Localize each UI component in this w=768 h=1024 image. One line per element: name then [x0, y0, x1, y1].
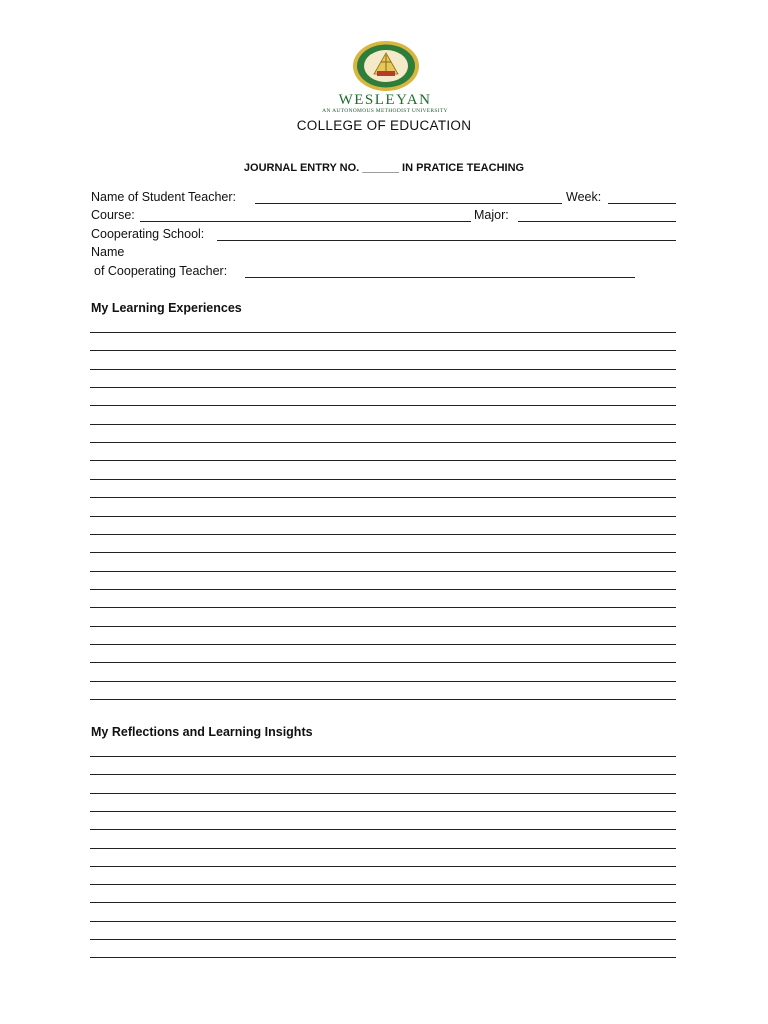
writing-line[interactable]: [90, 681, 676, 682]
brand-block: [300, 93, 470, 115]
week-field[interactable]: [608, 203, 676, 204]
journal-entry-title: JOURNAL ENTRY NO. ______ IN PRATICE TEACHING: [243, 162, 525, 174]
major-label: Major:: [474, 208, 509, 222]
writing-line[interactable]: [90, 756, 676, 757]
writing-line[interactable]: [90, 332, 676, 333]
writing-line[interactable]: [90, 497, 676, 498]
writing-line[interactable]: [90, 442, 676, 443]
writing-line[interactable]: [90, 699, 676, 700]
writing-line[interactable]: [90, 921, 676, 922]
writing-line[interactable]: [90, 957, 676, 958]
course-field[interactable]: [140, 221, 471, 222]
writing-line[interactable]: [90, 571, 676, 572]
week-label: Week:: [566, 190, 602, 204]
writing-line[interactable]: [90, 793, 676, 794]
writing-line[interactable]: [90, 774, 676, 775]
writing-line[interactable]: [90, 369, 676, 370]
writing-line[interactable]: [90, 424, 676, 425]
writing-line[interactable]: [90, 387, 676, 388]
writing-line[interactable]: [90, 902, 676, 903]
college-title: COLLEGE OF EDUCATION: [296, 118, 472, 133]
cooperating-teacher-label-line1: Name: [91, 245, 125, 259]
writing-line[interactable]: [90, 479, 676, 480]
writing-line[interactable]: [90, 552, 676, 553]
brand-subtitle: AN AUTONOMOUS METHODIST UNIVERSITY: [322, 108, 448, 114]
writing-line[interactable]: [90, 405, 676, 406]
cooperating-teacher-label-line2: of Cooperating Teacher:: [94, 264, 228, 278]
writing-line[interactable]: [90, 626, 676, 627]
student-teacher-label: Name of Student Teacher:: [91, 190, 236, 204]
writing-line[interactable]: [90, 866, 676, 867]
cooperating-teacher-field[interactable]: [245, 277, 635, 278]
writing-line[interactable]: [90, 848, 676, 849]
writing-line[interactable]: [90, 884, 676, 885]
student-teacher-field[interactable]: [255, 203, 562, 204]
writing-line[interactable]: [90, 460, 676, 461]
cooperating-school-field[interactable]: [217, 240, 676, 241]
writing-line[interactable]: [90, 829, 676, 830]
writing-line[interactable]: [90, 939, 676, 940]
cooperating-school-label: Cooperating School:: [91, 227, 205, 241]
writing-line[interactable]: [90, 516, 676, 517]
major-field[interactable]: [518, 221, 676, 222]
university-seal-logo: [351, 40, 421, 92]
writing-line[interactable]: [90, 644, 676, 645]
writing-line[interactable]: [90, 534, 676, 535]
brand-name: WESLEYAN: [338, 92, 432, 108]
writing-line[interactable]: [90, 607, 676, 608]
writing-line[interactable]: [90, 811, 676, 812]
course-label: Course:: [91, 208, 135, 222]
writing-line[interactable]: [90, 350, 676, 351]
writing-line[interactable]: [90, 589, 676, 590]
learning-experiences-heading: My Learning Experiences: [91, 301, 242, 315]
writing-line[interactable]: [90, 662, 676, 663]
reflections-heading: My Reflections and Learning Insights: [91, 725, 313, 739]
